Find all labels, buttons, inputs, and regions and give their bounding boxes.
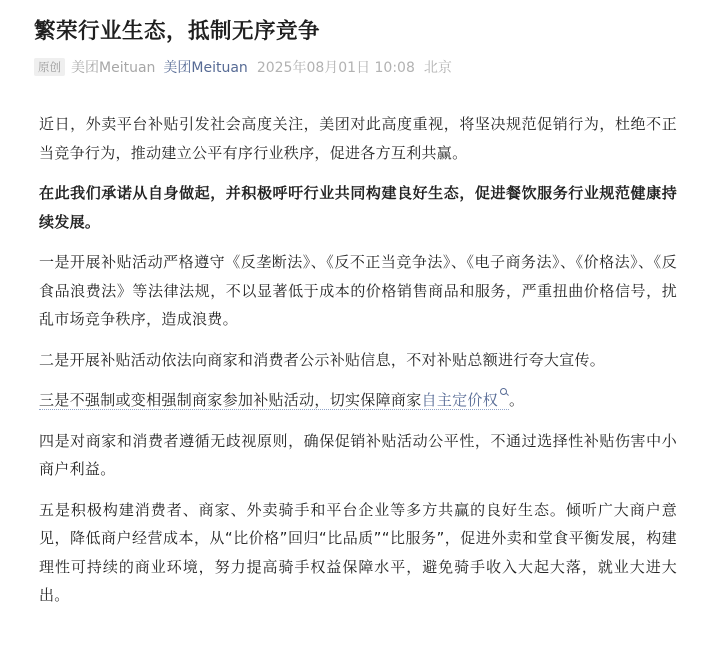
paragraph-5: [39, 386, 677, 415]
paragraph-5-prefix: 三是不强制或变相强制商家参加补贴活动，切实保障商家: [39, 391, 422, 409]
paragraph-5-suffix: 。: [509, 391, 525, 409]
publish-date: 2025年08月01日 10:08: [256, 60, 415, 76]
author-name: 美团Meituan: [71, 60, 156, 76]
publish-location: 北京: [423, 60, 452, 76]
paragraph-2: 在此我们承诺从自身做起，并积极呼吁行业共同构建良好生态，促进餐饮服务行业规范健康持续发展。: [39, 184, 677, 231]
paragraph-6: 四是对商家和消费者遵循无歧视原则，确保促销补贴活动公平性，不通过选择性补贴伤害中小商户利益。: [39, 431, 677, 478]
paragraph-1: 近日，外卖平台补贴引发社会高度关注，美团对此高度重视，将坚决规范促销行为，杜绝不正当竞争行为，推动建立公平有序行业秩序，促进各方互利共赢。: [39, 115, 677, 162]
paragraph-3: 一是开展补贴活动严格遵守《反垄断法》、《反不正当竞争法》、《电子商务法》、《价格法》、《反食品浪费法》等法律法规，不以显著低于成本的价格销售商品和服务，严重扭曲价格信号，扰乱市场竞争秩序，造成浪费。: [39, 253, 677, 328]
paragraph-7: 五是积极构建消费者、商家、外卖骑手和平台企业等多方共赢的良好生态。倾听广大商户意见，降低商户经营成本，从“比价格”回归“比品质”“比服务”，促进外卖和堂食平衡发展，构建理性可持续的商业环境，努力提高骑手权益保障水平，避免骑手收入大起大落，就业大进大出。: [39, 500, 677, 604]
original-badge: 原创: [34, 58, 65, 76]
article-title: 繁荣行业生态，抵制无序竞争: [34, 19, 321, 44]
article-meta: [34, 57, 452, 77]
paragraph-5-underlined: [39, 391, 509, 410]
article-body: [39, 110, 677, 622]
keyword-search-link[interactable]: 自主定价权: [421, 391, 499, 409]
search-icon[interactable]: [500, 388, 507, 395]
paragraph-4: 二是开展补贴活动依法向商家和消费者公示补贴信息，不对补贴总额进行夸大宣传。: [39, 350, 606, 369]
account-link[interactable]: 美团Meituan: [163, 60, 248, 76]
